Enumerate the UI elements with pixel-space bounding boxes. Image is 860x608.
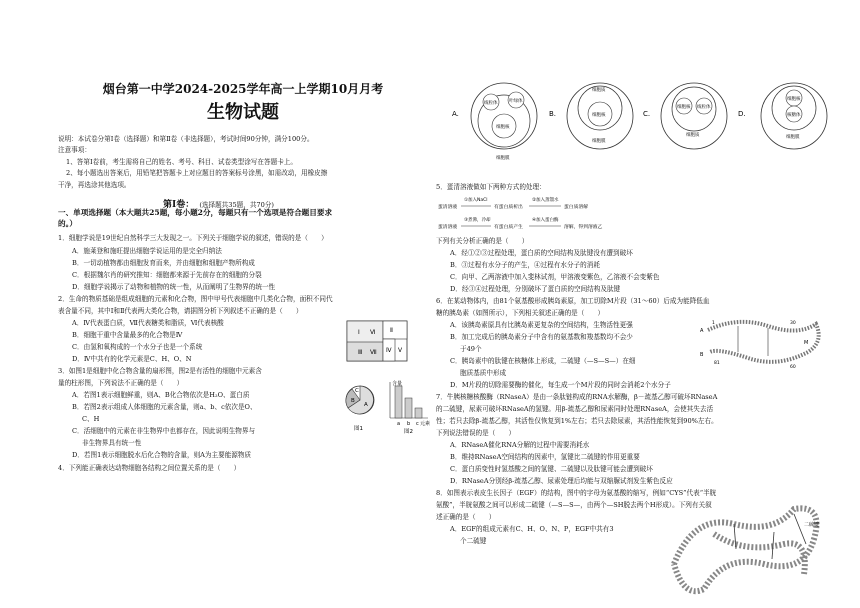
q3-option-c-1: C．活细胞中的元素在非生物界中也都存在，因此说明生物界与 [72, 427, 256, 435]
q3-bar-figure [390, 380, 430, 435]
q8-fig-label: 二硫键 [804, 522, 820, 528]
q5-flow-end-1: 蛋白质溶解 [564, 205, 588, 210]
q5-flow-step-4: ④加入蛋白酶 [532, 218, 559, 223]
q3-stem-2: 量的柱形图，下列说法不正确的是（ ） [58, 379, 184, 387]
q4-option-a-label: A. [452, 110, 459, 118]
q3-xlabel: 元素 [420, 421, 430, 427]
q5-flow-start-1: 蛋清溶液 [438, 205, 458, 210]
q8-stem-2: 氨酸”，半胱氨酸之间可以形成二硫键（—S—S—，由两个—SH脱去两个H形成）。下列有关叙 [436, 501, 712, 509]
q5-option-d: D．经③④过程处理，分别破坏了蛋白质的空间结构及肽键 [450, 285, 621, 293]
q3-option-b-1: B．若图2表示组成人体细胞的元素含量，则a、b、c依次是O、 [72, 403, 257, 411]
q5-stem: 5．蛋清溶液做如下两种方式的处理： [436, 183, 546, 191]
q3-pie-label-b: B [351, 398, 355, 404]
q6-stem-2: 糖的胰岛素（如图所示），下列相关叙述正确的是（ ） [436, 309, 605, 317]
q4-diagram-d [761, 83, 827, 149]
instruction-2b: 干净，再选涂其他选项。 [58, 181, 131, 189]
section-heading-b: 的。） [58, 219, 77, 228]
q3-option-d: D．若图1表示细胞脱水后化合物的含量，则A为主要能源物质 [72, 451, 252, 459]
q3-pie-label-c: C [355, 388, 359, 394]
q6-fig-label-m: M [804, 340, 809, 346]
q5-flow-step-2: ②加入蒸馏水 [532, 198, 559, 203]
q7-option-b: B．维持RNaseA空间结构的因素中，氢键比二硫键的作用更重要 [450, 453, 640, 461]
q3-ylabel: 含量 [392, 381, 403, 387]
q2-option-b: B．细胞干重中含量最多的化合物是Ⅳ [72, 331, 183, 339]
q2-stem-2: 表含量不同，其中Ⅰ和Ⅱ代表两大类化合物，请据图分析下列叙述不正确的是（ ） [58, 307, 303, 315]
q4c-label-cytoplasm: 细胞质 [686, 133, 700, 138]
q7-stem-4: 下列说法错误的是（ ） [436, 429, 516, 437]
q5-flow-start-2: 蛋清溶液 [438, 225, 458, 230]
q4d-label-ribosome: 核糖体 [787, 113, 801, 118]
q3-figures [340, 378, 430, 436]
part1-note: (选择题共35题，共70分) [199, 201, 274, 209]
q7-option-a: A．RNaseA催化RNA分解的过程中需要消耗水 [450, 441, 590, 449]
q4d-label-membrane: 细胞膜 [786, 135, 800, 140]
q2-fig-label-2: Ⅱ [390, 327, 393, 334]
q4c-label-mito: 线粒体 [697, 105, 711, 110]
q8-option-a-1: A．EGF的组成元素有C、H、O、N、P，EGF中共有3 [450, 525, 614, 533]
q3-pie-label-a: A [364, 402, 368, 408]
q3-option-a: A．若图1表示细胞鲜重，则A、B化合物依次是H₂O、蛋白质 [72, 391, 250, 399]
q3-fig2-caption: 图2 [404, 429, 413, 435]
q6-option-d: D．M片段的切除需要酶的催化，每生成一个M片段的同时会消耗2个水分子 [450, 381, 671, 389]
instruction-2a: 2、每小题选出答案后，用铅笔把答题卡上对应题目的答案标号涂黑，如需改动，用橡皮擦 [66, 169, 328, 177]
q7-option-c: C．蛋白质变性时氢基酸之间的氢键、二硫键以及肽键可能会遭到破坏 [450, 465, 653, 473]
q4a-label-mito: 线粒体 [484, 101, 498, 106]
instructions-notice: 注意事项： [58, 146, 91, 154]
q8-egf-figure [664, 494, 834, 602]
q1-option-b: B．一切动植物都由细胞发育而来，并由细胞和细胞产物所构成 [72, 259, 255, 267]
q3-bar-label-b: b [407, 421, 411, 427]
q2-compound-area-figure [346, 320, 410, 364]
q4b-label-membrane: 细胞膜 [592, 139, 606, 144]
q4-diagram-c [661, 83, 727, 149]
q2-fig-label-7: Ⅶ [370, 349, 377, 356]
q7-stem-2: 的二硫键，尿素可破坏RNaseA的氢键。用β-巯基乙醇和尿素同时处理RNaseA，会使其失去活 [436, 405, 714, 413]
instructions-desc: 说明：本试卷分第Ⅰ卷（选择题）和第Ⅱ卷（非选择题），考试时间90分钟，满分100分。 [58, 135, 314, 143]
q5-flow-mid-1: 有蛋白质析出 [494, 205, 523, 210]
q5-option-c: C．向甲、乙两溶液中加入斐林试剂，甲溶液变紫色，乙溶液不会变紫色 [450, 273, 660, 281]
q4-diagram-a [471, 83, 537, 161]
q5-flow-step-3: ③煮沸，冷却 [464, 218, 491, 223]
q6-option-c-2: 胞质基质中形成 [460, 369, 507, 377]
q5-flow-diagram [436, 194, 646, 236]
q2-fig-label-1: Ⅰ [358, 329, 360, 336]
q6-fig-label-30: 30 [790, 321, 796, 326]
q1-option-d: D．细胞学说揭示了动物和植物的统一性，从而阐明了生物界的统一性 [72, 283, 276, 291]
q3-fig1-caption: 图1 [354, 426, 363, 432]
q2-fig-label-6: Ⅵ [370, 329, 376, 336]
q6-option-b-1: B．加工完成后的胰岛素分子中含有的氨基数和羧基数均不会少 [450, 333, 633, 341]
q4-option-d-label: D. [738, 110, 746, 118]
q6-fig-label-60: 60 [790, 365, 796, 370]
q8-stem-3: 述正确的是（ ） [436, 513, 496, 521]
q2-fig-label-4: Ⅳ [386, 347, 392, 354]
q2-option-d: D．Ⅳ中共有的化学元素是C、H、O、N [72, 355, 192, 363]
q7-stem-1: 7．牛胰核糖核酸酶（RNaseA）是由一条肽链构成的RNA水解酶，β－巯基乙醇可破坏RNaseA [436, 393, 718, 401]
q6-proinsulin-figure [698, 312, 828, 374]
instruction-1: 1、答第Ⅰ卷前，考生需将自己的姓名、考号、科目、试卷类型涂写在答题卡上。 [66, 158, 297, 166]
q4-option-c-label: C. [643, 110, 651, 118]
q2-stem-1: 2．生命的物质基础是组成细胞的元素和化合物，图中甲号代表细胞中几类化合物，面积不同代 [58, 295, 333, 303]
q8-stem-1: 8．如图表示表皮生长因子（EGF）的结构，图中的字母为氨基酸的缩写，例如“CYS”代表“半胱 [436, 489, 717, 497]
q3-option-b-2: C、H [82, 415, 100, 423]
q1-option-c: C．根据魏尔肖的研究推知：细胞都来源于先前存在的细胞的分裂 [72, 271, 262, 279]
q6-stem-1: 6．在某动物体内，由81个氨基酸形成胰岛素原，加工切除M片段（31～60）后成为能降低血 [436, 297, 710, 305]
q3-pie-figure [346, 386, 374, 432]
q2-fig-label-5: Ⅴ [398, 347, 403, 354]
q4-diagram-b [567, 83, 633, 149]
q4-stem: 4．下列能正确表达动物细胞各结构之间位置关系的是（ ） [58, 464, 241, 472]
q6-fig-label-81: 81 [714, 361, 720, 366]
q4b-label-nucleus: 细胞核 [592, 113, 606, 118]
q4a-label-nucleus: 细胞核 [496, 125, 510, 130]
q2-option-a: A．Ⅳ代表蛋白质，Ⅶ代表糖类和脂质，Ⅵ代表核酸 [72, 319, 224, 327]
q5-option-a: A．经①②③过程处理，蛋白质的空间结构及肽键没有遭到破坏 [450, 249, 633, 257]
q5-flow-step-1: ①加入NaCl [464, 198, 488, 203]
q7-option-d: D．RNaseA分别经β-巯基乙醇、尿素处理后均能与双缩脲试剂发生紫色反应 [450, 477, 673, 485]
part1-title: 第Ⅰ卷： [163, 200, 195, 210]
q7-stem-3: 性；若只去除β-巯基乙醇，其活性仅恢复到1%左右；若只去除尿素，其活性能恢复到90%左右。 [436, 417, 718, 425]
q4a-label-chloro: 叶绿体 [509, 99, 523, 104]
q5-option-b: B．③过程有水分子的产生，④过程有水分子的消耗 [450, 261, 600, 269]
q4a-label-membrane: 细胞膜 [496, 156, 510, 161]
q4d-label-nucleus: 细胞核 [787, 97, 801, 102]
section-heading-a: 一、单项选择题（本大题共25题，每小题2分，每题只有一个选项是符合题目要求 [58, 208, 333, 217]
q6-option-c-1: C．胰岛素中的肽键在核糖体上形成，二硫键（—S—S—）在细 [450, 357, 636, 365]
exam-header: 烟台第一中学2024-2025学年高一上学期10月月考 [102, 82, 384, 96]
q4-option-b-label: B. [549, 110, 557, 118]
q2-option-c: C．由氢和氧构成的一个水分子也是一个系统 [72, 343, 203, 351]
q6-fig-label-a: A [700, 328, 704, 334]
q1-option-a: A．施莱登和施旺提出细胞学说运用的是完全归纳法 [72, 247, 222, 255]
q5-ask: 下列有关分析正确的是（ ） [436, 237, 529, 245]
q3-stem-1: 3．如图1是细胞中化合物含量的扇形图，图2是有活性的细胞中元素含 [58, 367, 262, 375]
q4c-label-nucleus: 细胞核 [677, 105, 691, 110]
q6-option-b-2: 于49个 [460, 345, 482, 353]
q6-fig-label-b: B [700, 352, 704, 358]
q6-fig-label-1: 1 [712, 321, 715, 326]
q4-options-figure [436, 76, 836, 180]
q6-option-a: A．该胰岛素原具有比胰岛素更复杂的空间结构，生物活性更强 [450, 321, 633, 329]
q3-bar-label-c: c [416, 421, 419, 427]
q2-fig-label-3: Ⅲ [358, 349, 363, 356]
q8-option-a-2: 个二硫键 [460, 537, 487, 545]
q5-flow-end-2: 溶解，得到溶液乙 [564, 225, 603, 230]
subject-title: 生物试题 [207, 102, 279, 123]
q3-bar-label-a: a [397, 421, 401, 427]
q3-option-c-2: 非生物界具有统一性 [82, 439, 142, 447]
q5-flow-mid-2: 有蛋白质产生 [494, 225, 523, 230]
q4b-label-cytoplasm: 细胞质 [592, 88, 606, 93]
q1-stem: 1．细胞学说是19世纪自然科学三大发现之一。下列关于细胞学说的叙述，错误的是（ ） [58, 234, 328, 242]
